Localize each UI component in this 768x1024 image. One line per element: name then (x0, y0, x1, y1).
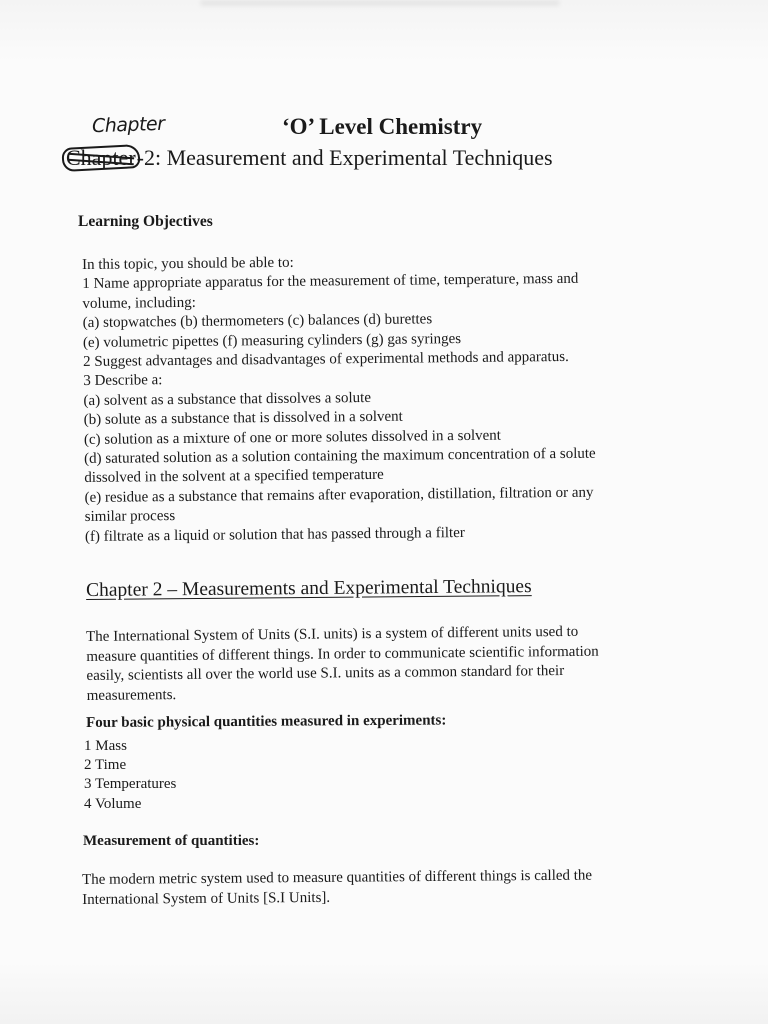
intro-line: measurements. (86, 686, 177, 704)
document-title: ‘O’ Level Chemistry (282, 114, 483, 139)
quantity-item: 2 Time (84, 757, 127, 774)
objective-line: (f) filtrate as a liquid or solution that has passed through a filter (84, 524, 465, 545)
quantity-item: 3 Temperatures (84, 776, 177, 793)
chapter-section-heading: Chapter 2 – Measurements and Experimental Techniques (86, 576, 532, 601)
chapter-title-text: -2: Measurement and Experimental Techniques (136, 145, 553, 170)
objective-line: (a) stopwatches (b) thermometers (c) balances (d) burettes (82, 311, 433, 332)
intro-line: measure quantities of different things. In order to communicate scientific information (86, 643, 599, 665)
quantities-heading: Four basic physical quantities measured in experiments: (86, 712, 447, 731)
measurement-heading: Measurement of quantities: (83, 833, 260, 849)
scan-smudge (200, 0, 560, 6)
quantities-list (84, 737, 176, 814)
chapter-title (66, 145, 553, 171)
si-units-intro (86, 622, 667, 706)
measurement-line: The modern metric system used to measure quantities of different things is called the (82, 867, 593, 888)
quantity-item: 1 Mass (84, 738, 127, 754)
objective-line: 1 Name appropriate apparatus for the measurement of time, temperature, mass and (82, 271, 579, 293)
objective-line: (e) residue as a substance that remains after evaporation, distillation, filtration or any (84, 484, 594, 506)
objective-line: (d) saturated solution as a solution containing the maximum concentration of a solute (84, 445, 596, 468)
learning-objectives-heading: Learning Objectives (78, 213, 213, 230)
objective-line: (b) solute as a substance that is dissolved in a solvent (83, 408, 403, 429)
objective-line: In this topic, you should be able to: (82, 254, 294, 273)
objective-line: 3 Describe a: (83, 372, 163, 390)
handwritten-annotation: Chapter (91, 112, 165, 138)
objective-line: (a) solvent as a substance that dissolves a solute (83, 389, 372, 409)
struck-out-word (66, 145, 136, 171)
measurement-paragraph (82, 867, 592, 910)
objective-line: (c) solution as a mixture of one or more solutes dissolved in a solvent (83, 427, 501, 448)
intro-line: The International System of Units (S.I. units) is a system of different units used to (86, 623, 579, 645)
measurement-line: International System of Units [S.I Units]. (82, 889, 331, 908)
objective-line: 2 Suggest advantages and disadvantages of experimental methods and apparatus. (83, 348, 569, 371)
objective-line: volume, including: (82, 294, 196, 312)
quantity-item: 4 Volume (84, 795, 142, 812)
struck-word-text: Chapter (66, 145, 136, 170)
objective-line: similar process (84, 508, 176, 526)
learning-objectives-list (82, 250, 685, 547)
objective-line: (e) volumetric pipettes (f) measuring cylinders (g) gas syringes (82, 330, 462, 351)
intro-line: easily, scientists all over the world use S.I. units as a common standard for their (86, 662, 565, 684)
objective-line: dissolved in the solvent at a specified temperature (84, 467, 384, 487)
